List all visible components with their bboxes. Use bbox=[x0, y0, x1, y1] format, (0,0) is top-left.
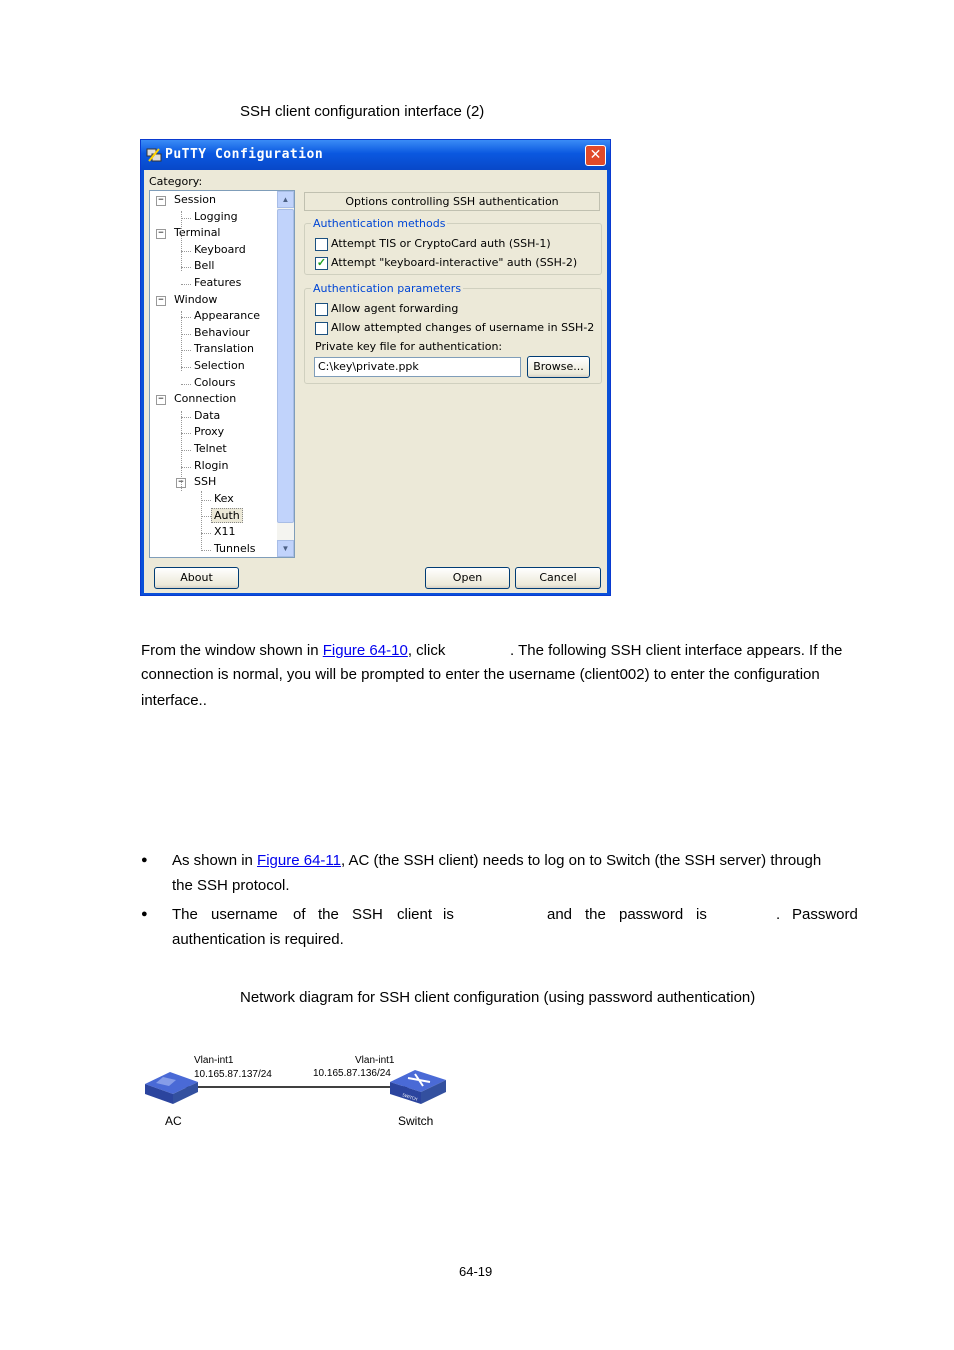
word: is bbox=[443, 906, 454, 923]
putty-window bbox=[140, 139, 611, 596]
switch-ip: 10.165.87.136/24 bbox=[313, 1068, 391, 1079]
tree-item-logging[interactable]: Logging bbox=[194, 209, 238, 223]
bullet-1-line-2: the SSH protocol. bbox=[172, 877, 290, 894]
window-title: PuTTY Configuration bbox=[165, 147, 324, 162]
tree-item-window[interactable]: Window bbox=[174, 292, 218, 306]
ac-label: AC bbox=[165, 1114, 182, 1128]
agent-forwarding-checkbox[interactable] bbox=[315, 303, 328, 316]
private-key-label: Private key file for authentication: bbox=[315, 340, 503, 353]
tree-connector bbox=[181, 251, 191, 252]
tree-item-features[interactable]: Features bbox=[194, 276, 242, 289]
tree-item-colours[interactable]: Colours bbox=[194, 375, 236, 389]
word: username bbox=[211, 906, 278, 923]
collapse-icon[interactable]: − bbox=[156, 196, 166, 206]
instruction-line-3: interface.. bbox=[141, 692, 207, 709]
tree-item-appearance[interactable]: Appearance bbox=[194, 309, 261, 323]
tree-item-connection[interactable]: Connection bbox=[174, 392, 237, 406]
tree-item-x11[interactable]: X11 bbox=[214, 525, 236, 538]
collapse-icon[interactable]: − bbox=[176, 478, 186, 488]
tree-connector bbox=[181, 267, 191, 268]
tree-connector bbox=[181, 417, 191, 418]
auth-params-title: Authentication parameters bbox=[313, 282, 462, 295]
tree-connector bbox=[201, 533, 211, 534]
collapse-icon[interactable]: − bbox=[156, 395, 166, 405]
putty-app-icon bbox=[146, 147, 162, 163]
scroll-down-icon[interactable]: ▼ bbox=[277, 540, 294, 557]
tree-item-translation[interactable]: Translation bbox=[194, 342, 254, 356]
tree-connector bbox=[181, 218, 191, 219]
tree-item-selection[interactable]: Selection bbox=[194, 359, 245, 372]
text: As shown in bbox=[172, 852, 258, 869]
tree-connector bbox=[181, 350, 191, 351]
tree-item-session[interactable]: Session bbox=[174, 193, 216, 206]
tree-connector bbox=[201, 500, 211, 501]
tree-connector bbox=[181, 433, 191, 434]
tree-connector bbox=[181, 450, 191, 451]
tis-checkbox[interactable] bbox=[315, 238, 328, 251]
page-number: 64-19 bbox=[459, 1264, 493, 1279]
keyboard-interactive-label: Attempt "keyboard-interactive" auth (SSH-2) bbox=[331, 256, 578, 269]
open-button[interactable]: Open bbox=[425, 567, 510, 589]
tree-connector bbox=[181, 317, 191, 318]
switch-icon-text: SWITCH bbox=[401, 1092, 419, 1102]
ac-interface: Vlan-int1 bbox=[194, 1055, 234, 1066]
tree-item-kex[interactable]: Kex bbox=[214, 491, 234, 505]
tree-guide bbox=[181, 311, 182, 371]
tree-guide bbox=[201, 491, 202, 551]
auth-methods-title: Authentication methods bbox=[313, 217, 446, 230]
tree-connector bbox=[181, 467, 191, 468]
figure-64-10-link[interactable]: Figure 64-10 bbox=[322, 642, 408, 659]
instruction-line-2: connection is normal, you will be prompted to enter the username (client002) to enter the configuration bbox=[141, 666, 820, 683]
tree-item-tunnels[interactable]: Tunnels bbox=[214, 541, 256, 555]
tree-guide bbox=[181, 211, 182, 271]
category-label: Category: bbox=[149, 175, 203, 188]
bullet-dot: ● bbox=[141, 854, 148, 866]
tree-item-auth[interactable]: Auth bbox=[211, 508, 243, 523]
switch-device-icon bbox=[390, 1070, 446, 1104]
username-change-checkbox[interactable] bbox=[315, 322, 328, 335]
dialog-body bbox=[144, 170, 607, 593]
about-button[interactable]: About bbox=[154, 567, 239, 589]
collapse-icon[interactable]: − bbox=[156, 229, 166, 239]
figure-64-11-link[interactable]: Figure 64-11 bbox=[257, 852, 341, 869]
tree-guide bbox=[181, 411, 182, 491]
keyboard-interactive-checkbox[interactable]: ✓ bbox=[316, 257, 327, 269]
tree-connector bbox=[201, 516, 211, 517]
figure-caption: SSH client configuration interface (2) bbox=[240, 103, 485, 120]
close-icon[interactable]: ✕ bbox=[585, 145, 606, 166]
instruction-line-1 bbox=[141, 638, 445, 663]
tree-item-terminal[interactable]: Terminal bbox=[174, 226, 221, 240]
private-key-input[interactable]: C:\key\private.ppk bbox=[314, 357, 521, 377]
word: the bbox=[318, 906, 339, 923]
word: and bbox=[547, 906, 573, 923]
text: From the window shown in bbox=[141, 642, 323, 659]
figure-caption: Network diagram for SSH client configuration (using password authentication) bbox=[240, 989, 756, 1006]
instruction-line-1-end: . The following SSH client interface appears. If the bbox=[510, 642, 843, 659]
word: of bbox=[293, 906, 306, 923]
tree-item-ssh[interactable]: SSH bbox=[194, 475, 217, 489]
tree-item-rlogin[interactable]: Rlogin bbox=[194, 458, 229, 472]
switch-interface: Vlan-int1 bbox=[355, 1055, 395, 1066]
word: Password bbox=[792, 906, 858, 923]
tree-connector bbox=[181, 367, 191, 368]
scroll-thumb[interactable] bbox=[277, 209, 294, 523]
word: the bbox=[585, 906, 606, 923]
category-tree[interactable] bbox=[149, 190, 295, 558]
username-change-label: Allow attempted changes of username in SSH-2 bbox=[331, 321, 595, 334]
panel-header: Options controlling SSH authentication bbox=[304, 192, 600, 211]
word: SSH bbox=[352, 906, 383, 923]
browse-button[interactable]: Browse... bbox=[527, 356, 590, 378]
ac-device-icon bbox=[145, 1072, 198, 1104]
word: client bbox=[397, 906, 433, 923]
agent-forwarding-label: Allow agent forwarding bbox=[331, 302, 459, 315]
tree-connector bbox=[181, 284, 191, 285]
title-bar[interactable] bbox=[141, 140, 610, 170]
tree-item-proxy[interactable]: Proxy bbox=[194, 425, 225, 439]
word: password bbox=[619, 906, 684, 923]
word: . bbox=[776, 906, 781, 923]
word: The bbox=[172, 906, 198, 923]
word: is bbox=[696, 906, 707, 923]
bullet-1-line-1 bbox=[172, 848, 821, 873]
switch-label: Switch bbox=[398, 1114, 434, 1128]
cancel-button[interactable]: Cancel bbox=[515, 567, 601, 589]
text: , AC (the SSH client) needs to log on to Switch (the SSH server) through bbox=[340, 852, 822, 869]
ac-ip: 10.165.87.137/24 bbox=[194, 1069, 272, 1080]
tis-label: Attempt TIS or CryptoCard auth (SSH-1) bbox=[331, 237, 551, 250]
tree-connector bbox=[201, 550, 211, 551]
tree-item-telnet[interactable]: Telnet bbox=[194, 442, 227, 455]
tree-connector bbox=[181, 334, 191, 335]
tree-item-bell[interactable]: Bell bbox=[194, 259, 215, 273]
tree-item-keyboard[interactable]: Keyboard bbox=[194, 242, 246, 256]
bullet-2-line-2: authentication is required. bbox=[172, 931, 344, 948]
text: , click bbox=[407, 642, 446, 659]
scroll-up-icon[interactable]: ▲ bbox=[277, 191, 294, 208]
tree-item-data[interactable]: Data bbox=[194, 408, 221, 422]
bullet-dot: ● bbox=[141, 908, 148, 920]
tree-connector bbox=[181, 384, 191, 385]
collapse-icon[interactable]: − bbox=[156, 296, 166, 306]
tree-scrollbar[interactable] bbox=[277, 191, 294, 557]
tree-item-behaviour[interactable]: Behaviour bbox=[194, 325, 250, 339]
